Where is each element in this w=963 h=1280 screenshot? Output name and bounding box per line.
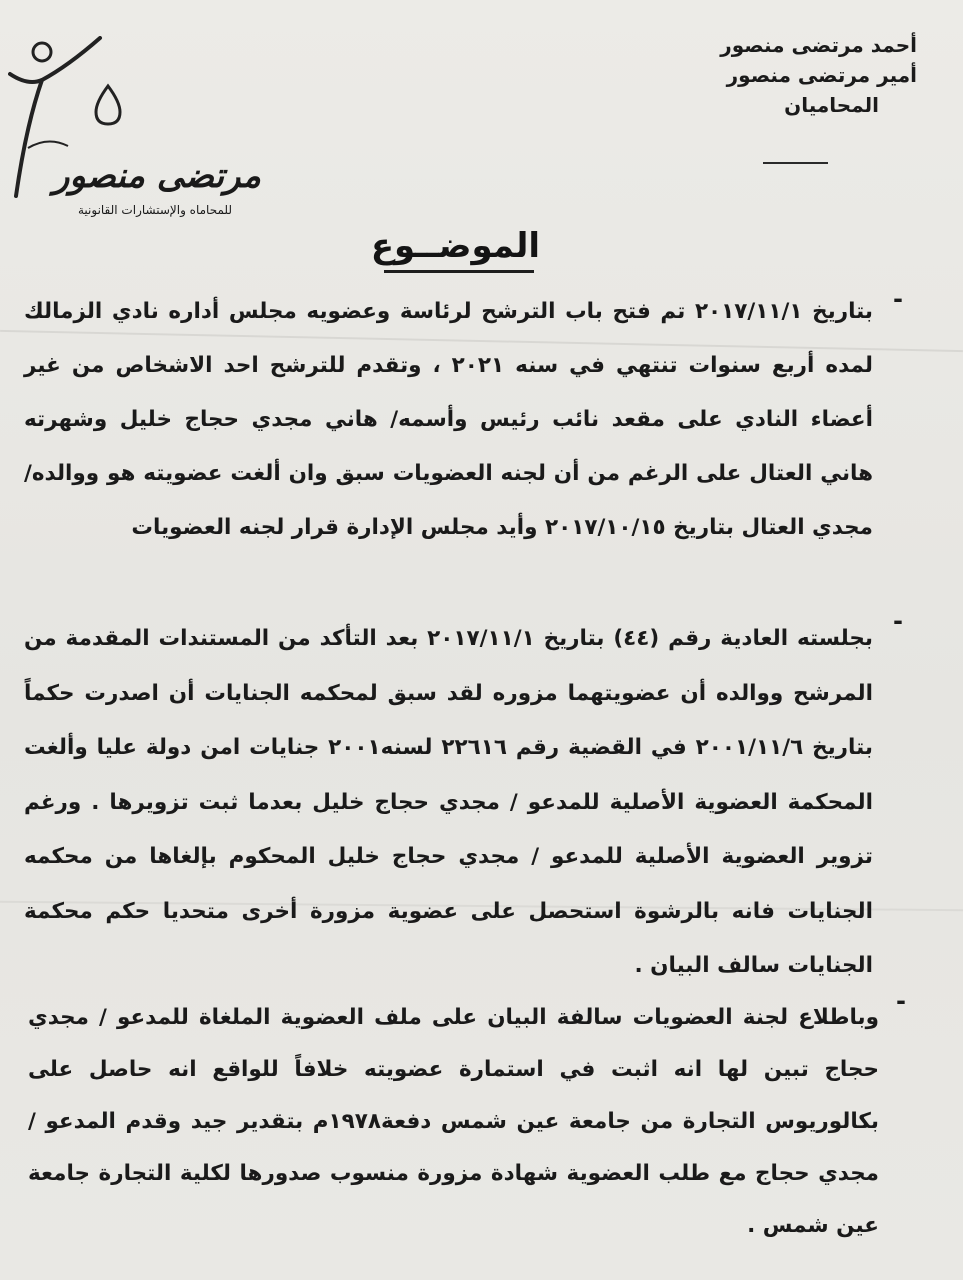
paragraph: بتاريخ ٢٠١٧/١١/١ تم فتح باب الترشح لرئاسة وعضويه مجلس أداره نادي الزمالك لمده أربع سنوات تنتهي في سنه ٢٠٢١ ، وتقدم للترشح احد الاشخاص من غير أعضاء النادي على مقعد نائب رئيس وأسمه/ هاني مجدي حجاج خليل وشهرته هاني العتال على الرغم من أن لجنه العضويات سبق وان ألغت عضويته هو ووالده/مجدي العتال بتاريخ ٢٠١٧/١٠/١٥ وأيد مجلس الإدارة قرار لجنه العضويات <box>24 299 873 540</box>
lawyers-title: المحاميان <box>784 93 879 117</box>
lawyers-block <box>617 30 917 120</box>
lawyer-name: أمير مرتضى منصور <box>726 63 917 87</box>
bullet-dash: - <box>893 285 903 313</box>
firm-logo <box>8 36 268 217</box>
signature-line <box>763 162 828 164</box>
logo-tagline: للمحاماه والإستشارات القانونية <box>77 203 233 217</box>
paragraph: وباطلاع لجنة العضويات سالفة البيان على ملف العضوية الملغاة للمدعو / مجدي حجاج تبين لها انه اثبت في استمارة عضويته خلافاً للواقع انه حاصل على بكالوريوس التجارة من جامعة عين شمس دفعة١٩٧٨م بتقدير جيد وقدم المدعو / مجدي حجاج مع طلب العضوية شهادة مزورة منسوب صدورها لكلية التجارة جامعة عين شمس . <box>28 1005 880 1238</box>
bullet-dash: - <box>893 607 903 635</box>
paragraph: بجلسته العادية رقم (٤٤) بتاريخ ٢٠١٧/١١/١ بعد التأكد من المستندات المقدمة من المرشح ووالده أن عضويتهما مزوره لقد سبق لمحكمه الجنايات أن اصدرت حكماً بتاريخ ٢٠٠١/١١/٦ في القضية رقم ٢٢٦١٦ لسنه٢٠٠١ جنايات امن دولة عليا وألغت المحكمة العضوية الأصلية للمدعو / مجدي حجاج خليل بعدما ثبت تزويرها . ورغم تزوير العضوية الأصلية للمدعو / مجدي حجاج خليل المحكوم بإلغاها من محكمه الجنايات فانه بالرشوة استحصل على عضوية مزورة أخرى متحديا حكم محكمة الجنايات سالف البيان . <box>24 626 873 978</box>
subject-heading: الموضــوع <box>370 226 540 266</box>
bullet-dash: - <box>896 987 906 1015</box>
lawyer-name: أحمد مرتضى منصور <box>720 33 917 57</box>
logo-name: مرتضى منصور <box>52 156 262 196</box>
subject-underline <box>384 270 534 273</box>
